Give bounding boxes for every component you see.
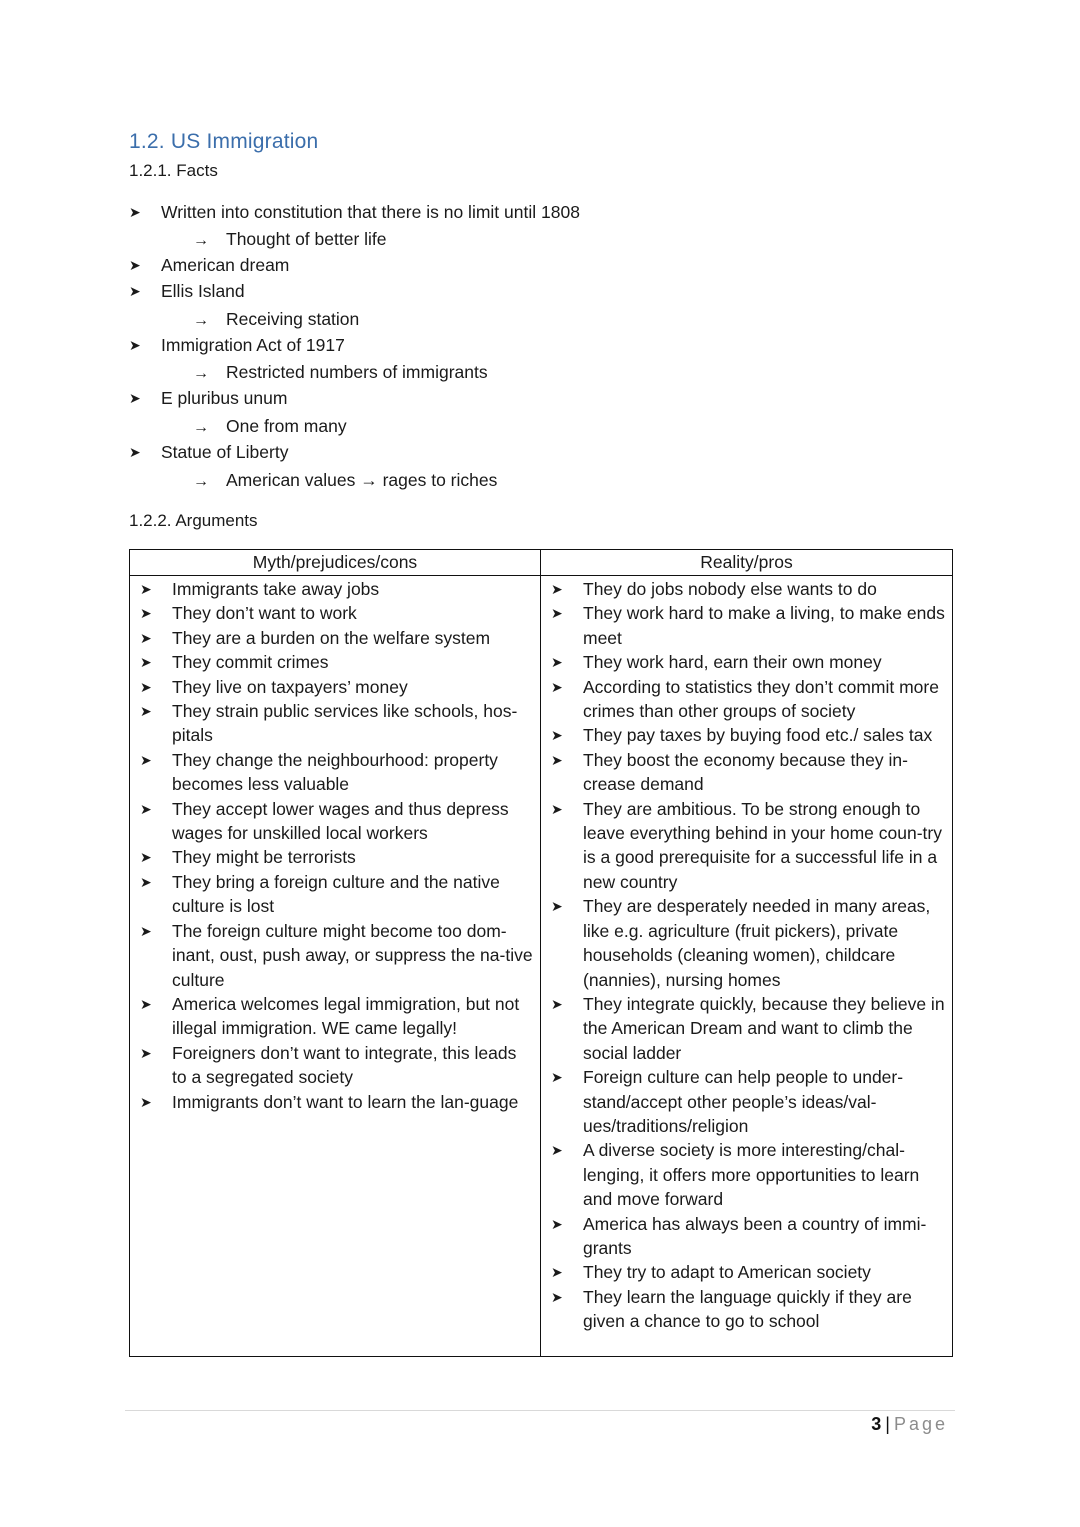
con-item [130,845,540,869]
arrowhead-bullet-icon: ➤ [551,727,563,744]
arguments-heading: 1.2.2. Arguments [129,511,258,530]
con-text: Immigrants take away jobs [172,579,380,599]
con-item [130,577,540,601]
con-item [130,1041,540,1090]
arrowhead-bullet-icon: ➤ [129,283,141,299]
footer-divider [125,1410,955,1411]
con-text: They don’t want to work [172,603,357,624]
arrowhead-bullet-icon: ➤ [140,678,152,695]
cons-column-header: Myth/prejudices/cons [130,550,541,576]
arrowhead-bullet-icon: ➤ [140,654,152,671]
con-item [130,919,540,992]
con-text: They bring a foreign culture and the native culture is lost [172,871,500,917]
arrowhead-bullet-icon: ➤ [551,581,563,597]
arrowhead-bullet-icon: ➤ [140,800,152,817]
con-text: America welcomes legal immigration, but not illegal immigration. WE came legally! [172,993,520,1039]
pro-item [541,894,952,992]
con-item [130,675,540,699]
arrowhead-bullet-icon: ➤ [140,995,152,1012]
pro-text: They do jobs nobody else wants to do [583,579,877,599]
cons-list [130,576,540,1114]
con-text: They might be terrorists [172,847,356,868]
pro-item [541,1260,952,1284]
fact-subitem [193,468,497,492]
arrowhead-bullet-icon: ➤ [140,873,152,890]
fact-text: American values → rages to riches [226,470,498,490]
pro-item [541,1138,952,1211]
fact-text: One from many [226,416,347,436]
fact-text: Ellis Island [161,281,245,301]
pro-text: They learn the language quickly if they are given a chance to go to school [583,1286,912,1332]
facts-heading: 1.2.1. Facts [129,161,218,180]
fact-text: Restricted numbers of immigrants [226,362,488,382]
arrowhead-bullet-icon: ➤ [140,1093,152,1110]
footer-separator: | [885,1414,890,1434]
page-footer [871,1414,948,1435]
con-item [130,699,540,748]
arrowhead-bullet-icon: ➤ [140,922,152,939]
con-text: They are a burden on the welfare system [172,627,491,648]
fact-item [129,333,345,357]
con-text: They change the neighbourhood: property becomes less valuable [172,749,498,795]
arrowhead-bullet-icon: ➤ [140,849,152,866]
con-text: They strain public services like schools, hos-pitals [172,701,518,746]
pro-text: According to statistics they don’t commit more crimes than other groups of society [583,676,939,722]
pro-item [541,675,952,724]
arrowhead-bullet-icon: ➤ [551,1069,563,1086]
arrowhead-bullet-icon: ➤ [551,995,563,1012]
pro-text: They pay taxes by buying food etc./ sales tax [583,725,933,746]
pro-text: They integrate quickly, because they believe in the American Dream and want to climb the social ladder [583,993,945,1063]
pro-item [541,992,952,1065]
arrowhead-bullet-icon: ➤ [140,751,152,768]
con-item [130,797,540,846]
con-text: They live on taxpayers’ money [172,676,408,697]
arrowhead-bullet-icon: ➤ [129,337,141,353]
arrowhead-bullet-icon: ➤ [551,605,563,622]
pro-item [541,601,952,650]
arrowhead-bullet-icon: ➤ [140,1044,152,1061]
fact-item [129,440,288,464]
pro-item [541,1285,952,1334]
fact-text: Statue of Liberty [161,442,289,462]
pro-text: They work hard to make a living, to make ends meet [583,603,945,648]
arguments-table [129,549,953,1357]
con-text: They commit crimes [172,652,329,673]
arrowhead-bullet-icon: ➤ [129,390,141,406]
pro-text: They try to adapt to American society [583,1262,871,1283]
arrowhead-bullet-icon: ➤ [551,1264,563,1281]
arrowhead-bullet-icon: ➤ [140,605,152,622]
pro-text: They work hard, earn their own money [583,652,882,673]
arrowhead-bullet-icon: ➤ [551,751,563,768]
pro-item [541,748,952,797]
arrowhead-bullet-icon: ➤ [551,1288,563,1305]
con-text: The foreign culture might become too dom-inant, oust, push away, or suppress the na-tive culture [172,920,533,990]
pros-list [541,576,952,1334]
con-text: Immigrants don’t want to learn the lan-guage [172,1091,519,1112]
con-item [130,1090,540,1114]
pro-text: They are desperately needed in many areas, like e.g. agriculture (fruit pickers), private households (cleaning women), childcare (nannies), nursing homes [583,896,931,990]
page-number: 3 [871,1414,882,1434]
fact-item [129,200,580,224]
fact-subitem [193,360,488,384]
arrowhead-bullet-icon: ➤ [551,1142,563,1159]
arrowhead-bullet-icon: ➤ [129,204,141,220]
arrowhead-bullet-icon: ➤ [140,703,152,720]
arrowhead-bullet-icon: ➤ [551,1215,563,1232]
pro-item [541,723,952,747]
right-arrow-icon: → [193,312,209,329]
pro-text: They are ambitious. To be strong enough to leave everything behind in your home coun-try is a good prerequisite for a successful life in a new country [583,798,942,892]
cons-cell [130,576,541,1357]
pro-item [541,650,952,674]
arrowhead-bullet-icon: ➤ [129,444,141,460]
fact-text: Thought of better life [226,229,387,249]
pro-item [541,577,952,601]
arrowhead-bullet-icon: ➤ [551,800,563,817]
pro-text: Foreign culture can help people to under-stand/accept other people’s ideas/val-ues/traditions/religion [583,1067,904,1136]
fact-item [129,386,287,410]
fact-subitem [193,414,347,438]
section-heading: 1.2. US Immigration [129,130,319,153]
pro-text: A diverse society is more interesting/chal-lenging, it offers more opportunities to learn and move forward [583,1140,920,1210]
arrowhead-bullet-icon: ➤ [140,581,152,597]
fact-item [129,279,245,303]
con-text: Foreigners don’t want to integrate, this leads to a segregated society [172,1042,517,1088]
con-item [130,870,540,919]
right-arrow-icon: → [193,232,209,249]
fact-subitem [193,307,359,331]
con-item [130,650,540,674]
arrowhead-bullet-icon: ➤ [551,678,563,695]
right-arrow-icon: → [193,473,209,490]
con-item [130,601,540,625]
con-item [130,626,540,650]
pro-text: America has always been a country of immi-grants [583,1213,927,1258]
right-arrow-icon: → [193,365,209,382]
pro-text: They boost the economy because they in-crease demand [583,749,908,795]
pros-column-header: Reality/pros [541,550,953,576]
fact-subitem [193,227,387,251]
pros-cell [541,576,953,1357]
page-label: Page [893,1414,948,1434]
fact-text: Immigration Act of 1917 [161,335,345,355]
fact-item [129,253,289,277]
pro-item [541,797,952,895]
fact-text: American dream [161,255,290,275]
fact-text: Receiving station [226,309,360,329]
con-item [130,748,540,797]
pro-item [541,1065,952,1138]
fact-text: Written into constitution that there is no limit until 1808 [161,202,580,222]
right-arrow-icon: → [193,419,209,436]
pro-item [541,1212,952,1261]
arrowhead-bullet-icon: ➤ [551,898,563,915]
arrowhead-bullet-icon: ➤ [551,654,563,671]
arrowhead-bullet-icon: ➤ [129,257,141,273]
con-text: They accept lower wages and thus depress wages for unskilled local workers [172,798,509,844]
fact-text: E pluribus unum [161,388,288,408]
con-item [130,992,540,1041]
arrowhead-bullet-icon: ➤ [140,629,152,646]
